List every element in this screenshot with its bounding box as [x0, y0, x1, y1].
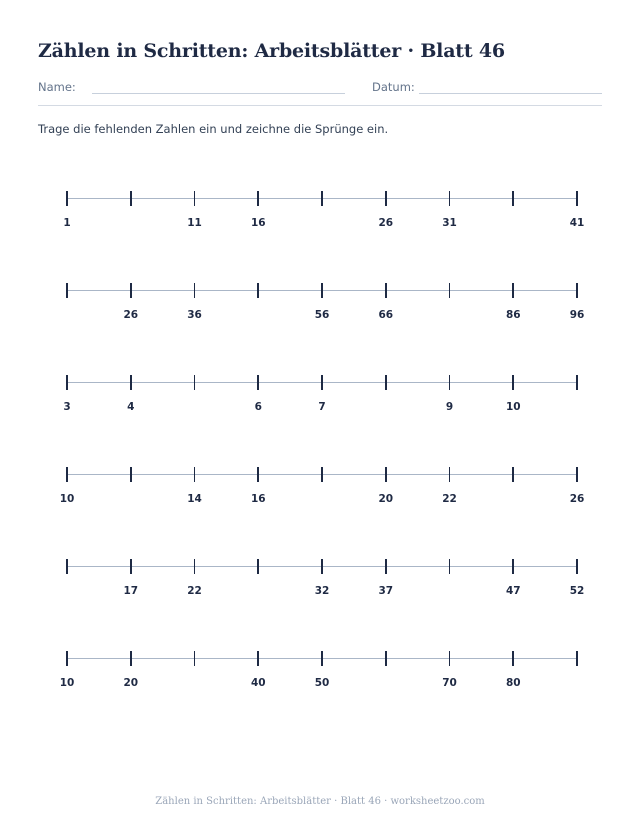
- number-line-tick: [257, 375, 259, 390]
- number-line-tick: [321, 651, 323, 666]
- number-line-tick: [130, 191, 132, 206]
- footer-text: Zählen in Schritten: Arbeitsblätter · Blatt 46 · worksheetzoo.com: [155, 796, 485, 807]
- number-label: 31: [442, 217, 457, 229]
- date-line: [419, 93, 602, 94]
- number-label: 22: [187, 585, 202, 597]
- number-line-tick: [194, 559, 196, 574]
- number-line-tick: [512, 191, 514, 206]
- number-line-6: [0, 651, 640, 701]
- number-line-5: [0, 559, 640, 609]
- number-label: 41: [569, 217, 585, 229]
- number-label: 70: [442, 677, 457, 689]
- number-line-tick: [385, 283, 387, 298]
- number-line-tick: [576, 191, 578, 206]
- number-line-tick: [66, 375, 68, 390]
- number-line-tick: [576, 559, 578, 574]
- number-line-tick: [257, 191, 259, 206]
- number-label: 3: [63, 401, 71, 413]
- number-line-tick: [512, 559, 514, 574]
- number-label: 52: [569, 585, 585, 597]
- number-line-tick: [66, 467, 68, 482]
- number-line-tick: [512, 467, 514, 482]
- number-line-tick: [66, 651, 68, 666]
- number-label: 6: [254, 401, 262, 413]
- number-label: 14: [187, 493, 202, 505]
- number-line-tick: [130, 559, 132, 574]
- number-label: 96: [569, 309, 585, 321]
- number-line-tick: [130, 283, 132, 298]
- number-line-tick: [321, 559, 323, 574]
- number-line-tick: [449, 191, 451, 206]
- number-label: 4: [127, 401, 135, 413]
- number-line-tick: [449, 375, 451, 390]
- number-label: 26: [569, 493, 585, 505]
- number-label: 20: [123, 677, 139, 689]
- number-line-3: [0, 375, 640, 425]
- number-line-tick: [449, 559, 451, 574]
- number-label: 10: [505, 401, 521, 413]
- number-label: 16: [250, 217, 266, 229]
- number-line-tick: [257, 651, 259, 666]
- number-line-tick: [512, 283, 514, 298]
- number-line-tick: [257, 283, 259, 298]
- number-label: 10: [59, 493, 75, 505]
- name-date-row: [38, 80, 602, 96]
- number-line-tick: [194, 283, 196, 298]
- number-label: 47: [505, 585, 521, 597]
- number-label: 66: [378, 309, 394, 321]
- number-line-tick: [385, 191, 387, 206]
- number-label: 7: [318, 401, 326, 413]
- number-label: 17: [123, 585, 139, 597]
- number-line-tick: [257, 467, 259, 482]
- number-label: 56: [314, 309, 330, 321]
- number-line-tick: [66, 191, 68, 206]
- number-label: 1: [63, 217, 71, 229]
- number-line-tick: [194, 375, 196, 390]
- number-label: 10: [59, 677, 75, 689]
- number-line-tick: [321, 467, 323, 482]
- number-line-tick: [576, 651, 578, 666]
- number-line-tick: [385, 651, 387, 666]
- number-line-tick: [66, 559, 68, 574]
- number-label: 36: [187, 309, 202, 321]
- name-line: [92, 93, 345, 94]
- number-line-tick: [321, 375, 323, 390]
- header-divider: [38, 105, 602, 106]
- number-line-tick: [130, 375, 132, 390]
- number-line-4: [0, 467, 640, 517]
- instruction-text: Trage die fehlenden Zahlen ein und zeichne die Sprünge ein.: [38, 122, 389, 136]
- number-label: 86: [505, 309, 521, 321]
- number-line-tick: [194, 467, 196, 482]
- number-label: 37: [378, 585, 394, 597]
- number-label: 80: [505, 677, 521, 689]
- number-line-tick: [576, 375, 578, 390]
- number-label: 11: [187, 217, 202, 229]
- number-line-tick: [385, 375, 387, 390]
- date-label: Datum:: [372, 80, 415, 94]
- number-line-tick: [385, 467, 387, 482]
- number-line-tick: [449, 651, 451, 666]
- number-label: 26: [123, 309, 139, 321]
- number-line-tick: [257, 559, 259, 574]
- number-line-tick: [512, 375, 514, 390]
- number-line-tick: [385, 559, 387, 574]
- number-line-tick: [194, 191, 196, 206]
- number-line-2: [0, 283, 640, 333]
- number-line-tick: [449, 467, 451, 482]
- number-label: 20: [378, 493, 394, 505]
- number-line-tick: [130, 467, 132, 482]
- number-line-tick: [321, 191, 323, 206]
- worksheet-title: Zählen in Schritten: Arbeitsblätter · Blatt 46: [38, 40, 505, 62]
- number-label: 22: [442, 493, 457, 505]
- number-line-tick: [449, 283, 451, 298]
- number-line-tick: [194, 651, 196, 666]
- number-label: 40: [250, 677, 266, 689]
- number-line-tick: [576, 283, 578, 298]
- number-label: 50: [314, 677, 330, 689]
- number-line-tick: [321, 283, 323, 298]
- number-line-tick: [512, 651, 514, 666]
- number-line-tick: [130, 651, 132, 666]
- number-line-1: [0, 191, 640, 241]
- number-line-tick: [576, 467, 578, 482]
- number-label: 9: [445, 401, 454, 413]
- number-label: 26: [378, 217, 394, 229]
- number-label: 16: [250, 493, 266, 505]
- number-label: 32: [314, 585, 330, 597]
- number-line-tick: [66, 283, 68, 298]
- name-label: Name:: [38, 80, 76, 94]
